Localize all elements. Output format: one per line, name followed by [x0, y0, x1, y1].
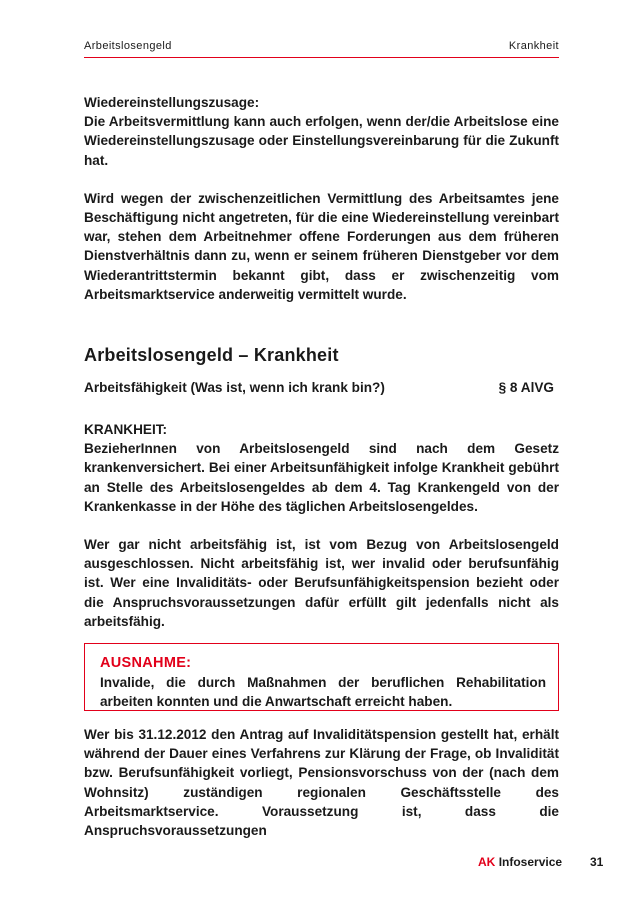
paragraph: Die Arbeitsvermittlung kann auch erfolgen, wenn der/die Arbeitslose eine Wiedereinstellungszusage oder Einstellungsvereinbarung für die Zukunft hat.	[84, 114, 559, 168]
header-divider	[84, 57, 559, 58]
section-reemployment	[84, 93, 559, 304]
brand-service: Infoservice	[498, 855, 563, 869]
paragraph: Wer gar nicht arbeitsfähig ist, ist vom Bezug von Arbeitslosengeld ausgeschlossen. Nicht arbeitsfähig ist, wer invalid oder berufsunfähig ist. Wer eine Invaliditäts- oder Berufsunfähigkeitspension bezieht oder die Anspruchsvoraussetzungen dafür erfüllt gilt jedenfalls nicht als arbeitsfähig.	[84, 537, 559, 629]
header-topic: Krankheit	[508, 40, 559, 52]
header-chapter: Arbeitslosengeld	[84, 40, 172, 52]
section-label: KRANKHEIT:	[84, 422, 168, 437]
subheading-row	[84, 380, 554, 395]
paragraph: BezieherInnen von Arbeitslosengeld sind nach dem Gesetz krankenversichert. Bei einer Arbeitsunfähigkeit infolge Krankheit gebührt an Stelle des Arbeitslosengeldes ab dem 4. Tag Krankengeld von der Krankenkasse in der Höhe des täglichen Arbeitslosengeldes.	[84, 441, 560, 514]
exception-callout	[84, 643, 559, 711]
brand-logo-text: AK	[478, 855, 496, 869]
section-title: Wiedereinstellungszusage:	[84, 95, 260, 110]
footer-brand	[478, 855, 562, 869]
callout-text: Invalide, die durch Maßnahmen der beruflichen Rehabilitation arbeiten konnten und die Anwartschaft erreicht haben.	[100, 675, 546, 709]
page-number: 31	[590, 855, 604, 869]
subheading: Arbeitsfähigkeit (Was ist, wenn ich krank bin?)	[84, 380, 385, 395]
emphasis: Pensionsvorschuss	[298, 765, 427, 781]
section-pension-advance	[84, 725, 559, 840]
paragraph: Wird wegen der zwischenzeitlichen Vermittlung des Arbeitsamtes jene Beschäftigung nicht angetreten, für die eine Wiedereinstellung vereinbart war, stehen dem Arbeitnehmer offene Forderungen aus dem früheren Dienstverhältnis dann zu, wenn er seinem früheren Dienstgeber vor dem Wiederantrittstermin bekannt gibt, dass er zwischenzeitig vom Arbeitsmarktservice anderweitig vermittelt wurde.	[84, 190, 559, 302]
callout-title: AUSNAHME:	[100, 655, 192, 671]
running-header	[84, 40, 559, 58]
emphasis: Krankengeld	[417, 479, 500, 495]
law-reference: § 8 AlVG	[498, 380, 554, 395]
section-sickness	[84, 420, 559, 631]
paragraph: Wer bis 31.12.2012 den Antrag auf Invaliditätspension gestellt hat, erhält während der Dauer eines Verfahrens zur Klärung der Frage, ob Invalidität bzw. Berufsunfähigkeit vorliegt, Pensionsvorschuss von der (nach dem Wohnsitz) zuständigen regionalen Geschäftsstelle des Arbeitsmarktservice. Voraussetzung ist, dass die Anspruchsvoraussetzungen	[84, 727, 559, 839]
page-heading: Arbeitslosengeld – Krankheit	[84, 345, 339, 365]
